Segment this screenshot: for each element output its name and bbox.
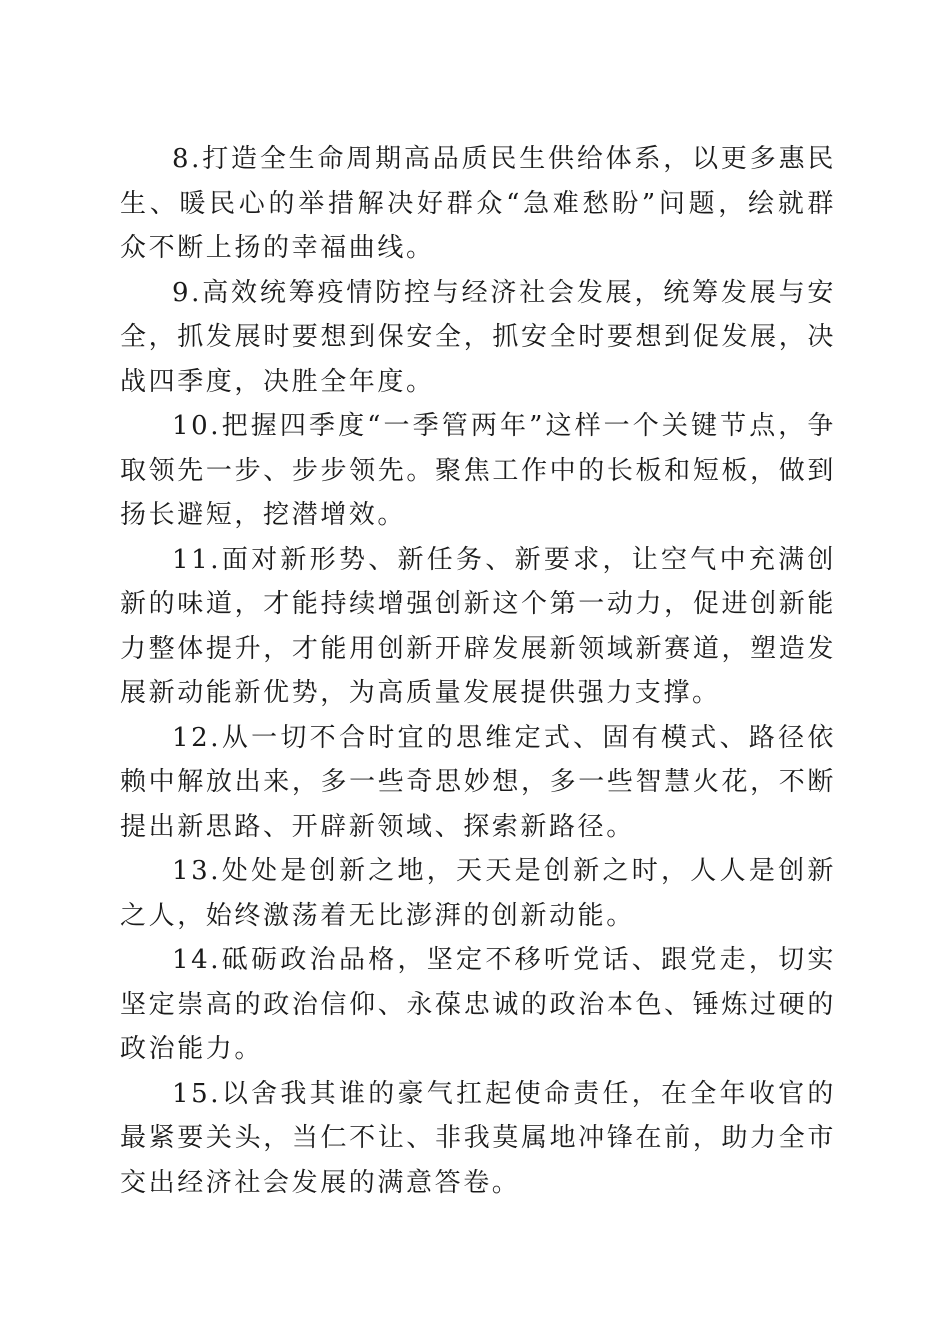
paragraph-12: 12.从一切不合时宜的思维定式、固有模式、路径依赖中解放出来，多一些奇思妙想，多一些智慧火花，不断提出新思路、开辟新领域、探索新路径。: [120, 722, 836, 842]
paragraph-13: 13.处处是创新之地，天天是创新之时，人人是创新之人，始终激荡着无比澎湃的创新动能。: [120, 856, 836, 931]
paragraph-9: 9.高效统筹疫情防控与经济社会发展，统筹发展与安全，抓发展时要想到保安全，抓安全时要想到促发展，决战四季度，决胜全年度。: [120, 277, 836, 397]
document-page: [120, 137, 836, 1205]
paragraph-15: 15.以舍我其谁的豪气扛起使命责任，在全年收官的最紧要关头，当仁不让、非我莫属地冲锋在前，助力全市交出经济社会发展的满意答卷。: [120, 1078, 836, 1198]
paragraph-8: 8.打造全生命周期高品质民生供给体系，以更多惠民生、暖民心的举措解决好群众“急难愁盼”问题，绘就群众不断上扬的幸福曲线。: [120, 144, 836, 263]
paragraph-10: 10.把握四季度“一季管两年”这样一个关键节点，争取领先一步、步步领先。聚焦工作中的长板和短板，做到扬长避短，挖潜增效。: [120, 411, 836, 530]
paragraph-14: 14.砥砺政治品格，坚定不移听党话、跟党走，切实坚定崇高的政治信仰、永葆忠诚的政治本色、锤炼过硬的政治能力。: [120, 945, 836, 1064]
paragraph-11: 11.面对新形势、新任务、新要求，让空气中充满创新的味道，才能持续增强创新这个第一动力，促进创新能力整体提升，才能用创新开辟发展新领域新赛道，塑造发展新动能新优势，为高质量发展提供强力支撑。: [120, 544, 836, 708]
